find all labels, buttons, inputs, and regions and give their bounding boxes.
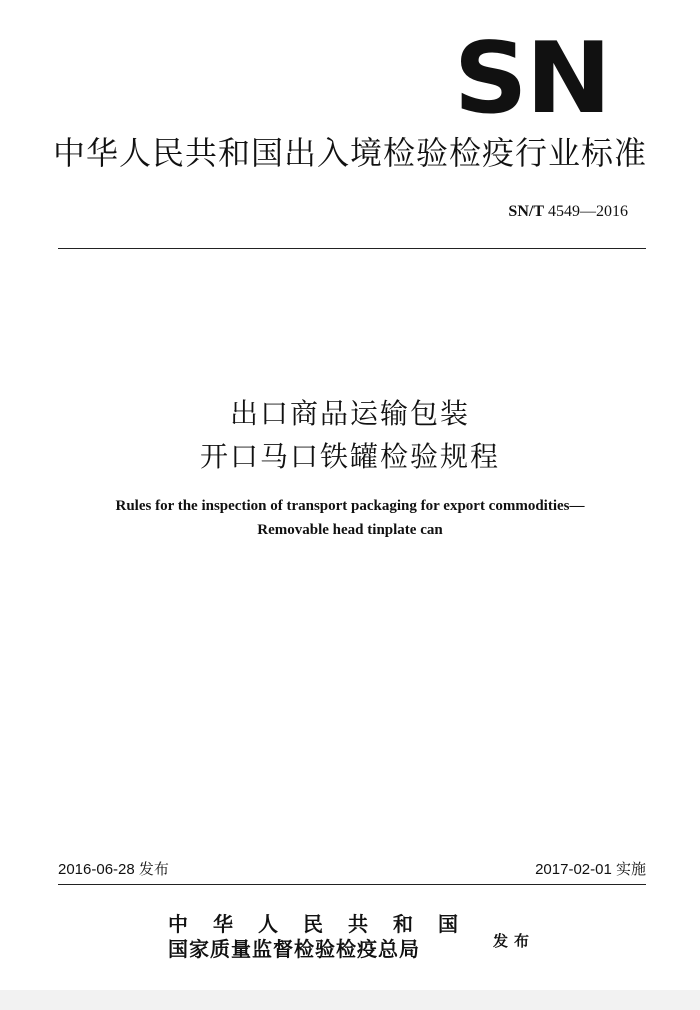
standard-number-value: 4549—2016 — [548, 203, 628, 220]
sn-logo: SN — [453, 22, 610, 136]
implementation-date: 2017-02-01 实施 — [535, 861, 646, 878]
title-en-line1: Rules for the inspection of transport packaging for export commodities— — [115, 498, 585, 514]
issuer-line2: 国家质量监督检验检疫总局 — [168, 937, 420, 961]
top-divider — [58, 248, 646, 249]
issue-label: 发布 — [493, 932, 536, 950]
standard-number — [508, 203, 628, 221]
title-cn-line1: 出口商品运输包装 — [229, 397, 470, 430]
title-cn-line2: 开口马口铁罐检验规程 — [199, 440, 500, 473]
issuer-block — [168, 912, 483, 962]
page-footer-strip — [0, 990, 700, 1010]
title-en-line2: Removable head tinplate can — [257, 522, 443, 538]
issuer-line1: 中华人民共和国 — [168, 912, 483, 936]
issuing-authority-heading: 中华人民共和国出入境检验检疫行业标准 — [52, 134, 647, 172]
issue-date: 2016-06-28 发布 — [58, 861, 169, 878]
bottom-divider — [58, 884, 646, 885]
standard-code: SN/T — [508, 203, 544, 220]
